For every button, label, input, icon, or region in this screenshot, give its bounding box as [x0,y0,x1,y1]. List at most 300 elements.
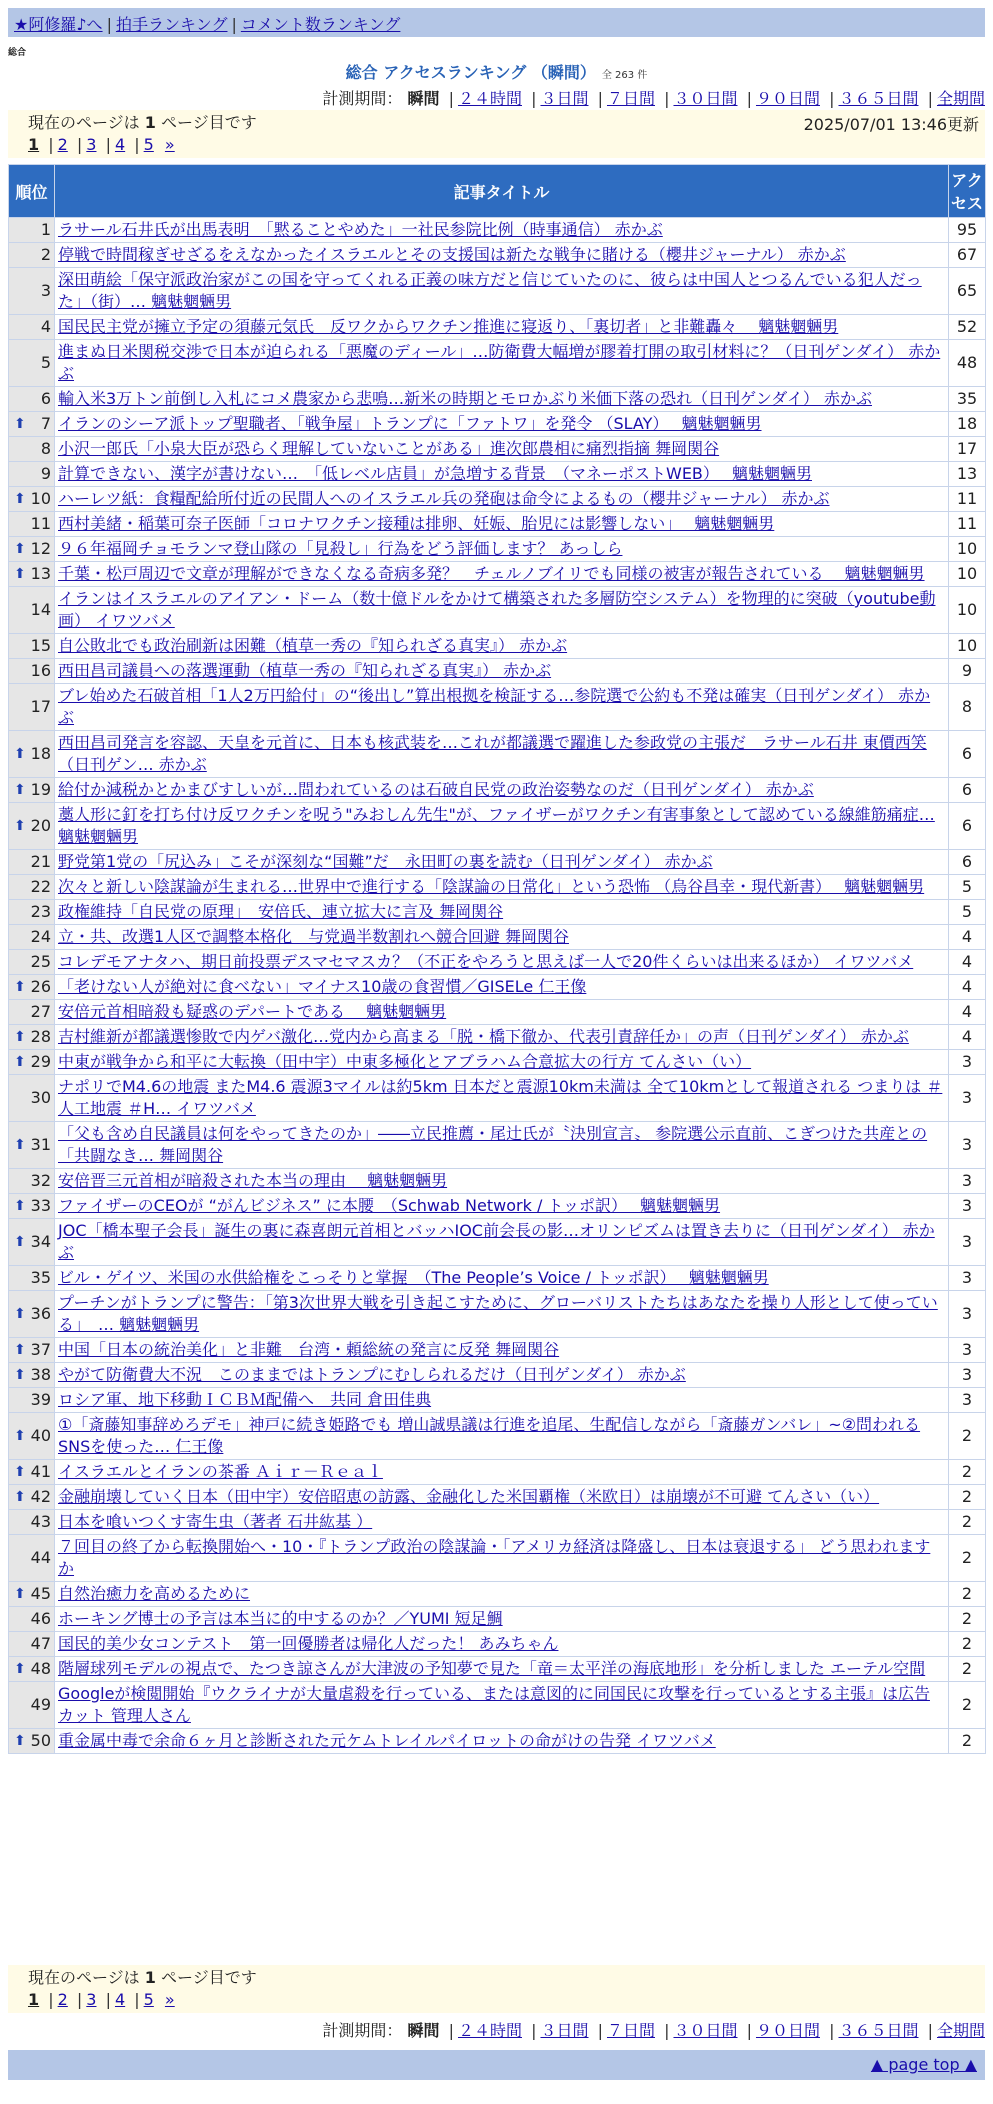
table-row [9,268,986,315]
rank-up-arrow-icon: ⬆ [14,1428,26,1444]
access-count: 3 [949,1338,986,1363]
footer-bar [8,2050,985,2080]
article-title-link[interactable]: イランのシーア派トップ聖職者、「戦争屋」トランプに「ファトワ」を発令 （SLAY） 魑魅魍魎男 [58,414,762,433]
rank-number: 9 [40,464,51,483]
article-title-link[interactable]: 中東が戦争から和平に大転換（田中宇）中東多極化とアブラハム合意拡大の行方 てんさい（い） [58,1052,752,1071]
article-title-link[interactable]: ビル・ゲイツ、米国の水供給権をこっそりと掌握 （The People’s Voice / トッポ訳） 魑魅魍魎男 [58,1268,769,1287]
rank-cell [9,875,55,900]
article-title-link[interactable]: 自然治癒力を高めるために [58,1584,251,1603]
rank-cell [9,1657,55,1682]
title-cell [55,1413,949,1460]
rank-number: 13 [30,564,51,583]
title-cell [55,1510,949,1535]
article-title-link[interactable]: ホーキング博士の予言は本当に的中するのか？／YUMI 短足鯛 [58,1609,503,1628]
rank-number: 3 [40,281,51,300]
page-link-5[interactable]: 5 [143,1990,154,2009]
rank-cell [9,1460,55,1485]
rank-number: 25 [30,952,51,971]
article-title-link[interactable]: 計算できない、漢字が書けない… 「低レベル店員」が急増する背景 （マネーポストWEB） 魑魅魍魎男 [58,464,812,483]
period-link-24h[interactable]: ２４時間 [457,89,522,108]
table-row [9,1413,986,1460]
rank-cell [9,1266,55,1291]
page-link-3[interactable]: 3 [86,135,97,154]
period-selector-bottom: 計測期間： 瞬間 | ２４時間 | ３日間 | ７日間 | ３０日間 | ９０日間 | ３６５日間 | 全期間 [322,2021,985,2040]
article-title-link[interactable]: 野党第1党の「尻込み」こそが深刻な“国難”だ 永田町の裏を読む（日刊ゲンダイ） 赤かぶ [58,852,713,871]
rank-number: 42 [30,1487,51,1506]
rank-cell [9,1363,55,1388]
page-link-2[interactable]: 2 [57,135,68,154]
rank-up-arrow-icon: ⬆ [14,1464,26,1480]
rank-number: 49 [30,1695,51,1714]
access-count: 3 [949,1291,986,1338]
table-row [9,1657,986,1682]
updated-timestamp: 2025/07/01 13:46更新 [803,115,979,134]
rank-cell [9,315,55,340]
rank-number: 35 [30,1268,51,1287]
table-row [9,634,986,659]
access-count: 3 [949,1122,986,1169]
access-count: 5 [949,875,986,900]
title-cell [55,975,949,1000]
rank-cell [9,587,55,634]
title-cell [55,1075,949,1122]
access-count: 52 [949,315,986,340]
access-count: 6 [949,850,986,875]
title-cell [55,587,949,634]
rank-cell [9,340,55,387]
table-row [9,778,986,803]
rank-number: 33 [30,1196,51,1215]
table-row [9,1729,986,1754]
article-title-link[interactable]: 安倍元首相暗殺も疑惑のデパートである 魑魅魍魎男 [58,1002,447,1021]
rank-cell [9,1729,55,1754]
rank-up-arrow-icon: ⬆ [14,1198,26,1214]
page-link-4[interactable]: 4 [114,135,126,154]
table-row [9,875,986,900]
article-title-link[interactable]: 小沢一郎氏「小泉大臣が恐らく理解していないことがある」進次郎農相に痛烈指摘 舞岡関谷 [58,439,720,458]
rank-cell [9,387,55,412]
rank-cell [9,1000,55,1025]
period-link-90d[interactable]: ９０日間 [755,2021,820,2040]
title-cell [55,387,949,412]
rank-up-arrow-icon: ⬆ [14,1586,26,1602]
rank-number: 36 [30,1304,51,1323]
rank-number: 14 [30,600,51,619]
rank-number: 19 [30,780,51,799]
rank-number: 29 [30,1052,51,1071]
page-link-5[interactable]: 5 [143,135,154,154]
table-row [9,537,986,562]
rank-cell [9,634,55,659]
access-count: 10 [949,562,986,587]
rank-cell [9,850,55,875]
article-title-link[interactable]: 立・共、改選1人区で調整本格化 与党過半数割れへ競合回避 舞岡関谷 [58,927,569,946]
table-row [9,340,986,387]
article-title-link[interactable]: やがて防衛費大不況 このままではトランプにむしられるだけ（日刊ゲンダイ） 赤かぶ [58,1365,686,1384]
title-cell [55,1582,949,1607]
rank-up-arrow-icon: ⬆ [14,566,26,582]
period-link-90d[interactable]: ９０日間 [755,89,820,108]
article-title-link[interactable]: 吉村維新が都議選惨敗で内ゲバ激化…党内から高まる「脱・橋下徹か、代表引責辞任か」の声（日刊ゲンダイ） 赤かぶ [58,1027,909,1046]
article-title-link[interactable]: イスラエルとイランの茶番 Ａｉｒ－Ｒｅａｌ [58,1462,383,1481]
article-title-link[interactable]: 千葉・松戸周辺で文章が理解ができなくなる奇病多発？ チェルノブイリでも同様の被害が報告されている 魑魅魍魎男 [58,564,925,583]
title-cell [55,1363,949,1388]
table-row [9,1632,986,1657]
article-title-link[interactable]: ファイザーのCEOが “がんビジネス” に本腰 （Schwab Network / トッポ訳） 魑魅魍魎男 [58,1196,721,1215]
access-count: 10 [949,634,986,659]
title-cell [55,1000,949,1025]
access-count: 2 [949,1632,986,1657]
rank-cell [9,1582,55,1607]
access-count: 4 [949,950,986,975]
rank-cell [9,1413,55,1460]
title-cell [55,1291,949,1338]
article-title-link[interactable]: プーチンがトランプに警告：「第3次世界大戦を引き起こすために、グローバリストたちはあなたを操り人形として使っている」 … 魑魅魍魎男 [58,1293,938,1334]
title-cell [55,340,949,387]
title-cell [55,1607,949,1632]
table-row [9,462,986,487]
title-cell [55,1338,949,1363]
rank-cell [9,950,55,975]
access-count: 11 [949,487,986,512]
rank-cell [9,1535,55,1582]
title-cell [55,462,949,487]
page-title-text: 総合 アクセスランキング （瞬間） [345,63,596,82]
rank-cell [9,1510,55,1535]
table-row [9,1291,986,1338]
table-row [9,1535,986,1582]
article-title-link[interactable]: 次々と新しい陰謀論が生まれる…世界中で進行する「陰謀論の日常化」という恐怖 （烏谷昌幸・現代新書） 魑魅魍魎男 [58,877,925,896]
article-title-link[interactable]: 西田昌司発言を容認、天皇を元首に、日本も核武装を…これが都議選で躍進した参政党の主張だ ラサール石井 東價西笑（日刊ゲン… 赤かぶ [58,733,927,774]
rank-up-arrow-icon: ⬆ [14,746,26,762]
access-count: 35 [949,387,986,412]
rank-cell [9,562,55,587]
rank-number: 8 [40,439,51,458]
rank-number: 11 [30,514,51,533]
access-count: 2 [949,1535,986,1582]
access-count: 3 [949,1388,986,1413]
article-title-link[interactable]: 藁人形に釘を打ち付け反ワクチンを呪う"みおしん先生"が、ファイザーがワクチン有害事象として認めている線維筋痛症… 魑魅魍魎男 [58,805,935,846]
table-row [9,1050,986,1075]
title-cell [55,900,949,925]
table-row [9,950,986,975]
title-cell [55,412,949,437]
rank-number: 10 [30,489,51,508]
access-count: 5 [949,900,986,925]
table-row [9,900,986,925]
access-count: 2 [949,1607,986,1632]
page-next-link[interactable]: » [164,135,175,154]
title-cell [55,1460,949,1485]
rank-cell [9,731,55,778]
rank-up-arrow-icon: ⬆ [14,491,26,507]
title-cell [55,1050,949,1075]
table-row [9,1388,986,1413]
rank-number: 50 [30,1731,51,1750]
access-count: 8 [949,684,986,731]
table-row [9,1194,986,1219]
page-link-2[interactable]: 2 [57,1990,68,2009]
nav-link-asyura[interactable]: ★阿修羅♪へ [14,15,103,34]
rank-up-arrow-icon: ⬆ [14,1234,26,1250]
title-cell [55,315,949,340]
rank-up-arrow-icon: ⬆ [14,1029,26,1045]
rank-number: 1 [40,220,51,239]
nav-link-clap-ranking[interactable]: 拍手ランキング [115,15,228,34]
rank-cell [9,1632,55,1657]
access-count: 48 [949,340,986,387]
title-cell [55,1169,949,1194]
table-row [9,975,986,1000]
rank-up-arrow-icon: ⬆ [14,1733,26,1749]
period-link-365d[interactable]: ３６５日間 [838,89,919,108]
title-cell [55,1219,949,1266]
header-access: アクセス [949,165,986,218]
period-link-30d[interactable]: ３０日間 [673,89,738,108]
period-link-7d[interactable]: ７日間 [606,2021,655,2040]
page-next-link[interactable]: » [164,1990,175,2009]
period-link-24h[interactable]: ２４時間 [457,2021,522,2040]
rank-cell [9,1338,55,1363]
article-title-link[interactable]: 国民的美少女コンテスト 第一回優勝者は帰化人だった！ あみちゃん [58,1634,559,1653]
table-row [9,587,986,634]
rank-cell [9,1025,55,1050]
table-row [9,412,986,437]
rank-cell [9,684,55,731]
rank-cell [9,512,55,537]
rank-cell [9,659,55,684]
rank-number: 40 [30,1426,51,1445]
title-cell [55,778,949,803]
article-title-link[interactable]: ナポリでM4.6の地震 またM4.6 震源3マイルは約5km 日本だと震源10km未満は 全て10kmとして報道される つまりは ＃人工地震 ＃H… イワツバメ [58,1077,943,1118]
page-top-link[interactable]: ▲ page top ▲ [870,2055,977,2074]
page-link-1: 1 [28,1990,40,2009]
table-row [9,850,986,875]
access-count: 2 [949,1460,986,1485]
rank-cell [9,218,55,243]
rank-number: 2 [40,245,51,264]
article-title-link[interactable]: ブレ始めた石破首相「1人2万円給付」の“後出し”算出根拠を検証する…参院選で公約も不発は確実（日刊ゲンダイ） 赤かぶ [58,686,931,727]
rank-up-arrow-icon: ⬆ [14,1306,26,1322]
access-count: 13 [949,462,986,487]
table-row [9,1075,986,1122]
rank-cell [9,975,55,1000]
article-title-link[interactable]: ①「斎藤知事辞めろデモ」神戸に続き姫路でも 増山誠県議は行進を追尾、生配信しながら「斎藤ガンバレ」~②問われるSNSを使った… 仁王像 [58,1415,921,1456]
title-cell [55,1632,949,1657]
rank-up-arrow-icon: ⬆ [14,979,26,995]
period-link-365d[interactable]: ３６５日間 [838,2021,919,2040]
access-count: 2 [949,1682,986,1729]
table-row [9,1460,986,1485]
period-link-3d[interactable]: ３日間 [540,2021,589,2040]
rank-number: 38 [30,1365,51,1384]
rank-cell [9,1194,55,1219]
page-links-bottom: 1 | 2 | 3 | 4 | 5 » [28,1990,175,2009]
current-page-info: 現在のページは 1 ページ目です [28,113,257,132]
article-title-link[interactable]: ９６年福岡チョモランマ登山隊の「見殺し」行為をどう評価します？ あっしら [58,539,623,558]
rank-cell [9,437,55,462]
access-count: 4 [949,975,986,1000]
rank-up-arrow-icon: ⬆ [14,818,26,834]
article-title-link[interactable]: 停戦で時間稼ぎせざるをえなかったイスラエルとその支援国は新たな戦争に賭ける（櫻井ジャーナル） 赤かぶ [58,245,846,264]
title-cell [55,1194,949,1219]
nav-link-comment-ranking[interactable]: コメント数ランキング [240,15,401,34]
rank-number: 4 [40,317,51,336]
table-row [9,1219,986,1266]
period-link-all[interactable]: 全期間 [936,89,985,108]
title-cell [55,684,949,731]
access-count: 6 [949,778,986,803]
rank-number: 12 [30,539,51,558]
rank-up-arrow-icon: ⬆ [14,1137,26,1153]
table-row [9,1000,986,1025]
rank-up-arrow-icon: ⬆ [14,1054,26,1070]
access-count: 4 [949,1000,986,1025]
table-row [9,315,986,340]
rank-up-arrow-icon: ⬆ [14,1342,26,1358]
article-title-link[interactable]: 重金属中毒で余命６ヶ月と診断された元ケムトレイルパイロットの命がけの告発 イワツバメ [58,1731,716,1750]
rank-number: 17 [30,697,51,716]
access-count: 95 [949,218,986,243]
rank-cell [9,1075,55,1122]
period-link-3d[interactable]: ３日間 [540,89,589,108]
section-label: 総合 [8,48,27,58]
access-count: 4 [949,925,986,950]
table-row [9,684,986,731]
table-row [9,1510,986,1535]
page-link-4[interactable]: 4 [114,1990,126,2009]
page-link-1: 1 [28,135,40,154]
access-count: 3 [949,1194,986,1219]
table-row [9,562,986,587]
rank-number: 23 [30,902,51,921]
rank-cell [9,1169,55,1194]
article-title-link[interactable]: 中国「日本の統治美化」と非難 台湾・頼総統の発言に反発 舞岡関谷 [58,1340,560,1359]
article-title-link[interactable]: 輸入米3万トン前倒し入札にコメ農家から悲鳴…新米の時期とモロかぶり米価下落の恐れ（日刊ゲンダイ） 赤かぶ [58,389,872,408]
title-cell [55,243,949,268]
article-title-link[interactable]: ラサール石井氏が出馬表明 「黙ることやめた」一社民参院比例（時事通信） 赤かぶ [58,220,663,239]
rank-cell [9,900,55,925]
title-cell [55,803,949,850]
access-count: 2 [949,1657,986,1682]
title-cell [55,1122,949,1169]
total-count: 全 263 件 [601,70,648,81]
table-row [9,731,986,778]
rank-number: 7 [40,414,51,433]
rank-number: 6 [40,389,51,408]
rank-number: 5 [40,353,51,372]
period-link-7d[interactable]: ７日間 [606,89,655,108]
article-title-link[interactable]: 階層球列モデルの視点で、たつき諒さんが大津波の予知夢で見た「竜＝太平洋の海底地形」を分析しました エーテル空間 [58,1659,926,1678]
access-count: 2 [949,1582,986,1607]
rank-cell [9,1050,55,1075]
access-count: 3 [949,1169,986,1194]
rank-cell [9,1682,55,1729]
rank-cell [9,778,55,803]
pager-bottom [8,1965,985,2013]
ranking-table [8,164,986,1754]
article-title-link[interactable]: 進まぬ日米関税交渉で日本が迫られる「悪魔のディール」…防衛費大幅増が膠着打開の取引材料に？（日刊ゲンダイ） 赤かぶ [58,342,941,383]
rank-number: 30 [30,1088,51,1107]
article-title-link[interactable]: 日本を喰いつくす寄生虫（著者 石井紘基 ） [58,1512,373,1531]
access-count: 9 [949,659,986,684]
period-link-all[interactable]: 全期間 [936,2021,985,2040]
top-nav-bar [8,8,985,37]
table-row [9,1607,986,1632]
table-row [9,1582,986,1607]
article-title-link[interactable]: 政権維持「自民党の原理」 安倍氏、連立拡大に言及 舞岡関谷 [58,902,504,921]
period-current: 瞬間 [407,89,440,108]
access-count: 10 [949,537,986,562]
article-title-link[interactable]: イランはイスラエルのアイアン・ドーム（数十億ドルをかけて構築された多層防空システム）を物理的に突破（youtube動画） イワツバメ [58,589,936,630]
article-title-link[interactable]: 国民民主党が擁立予定の須藤元気氏 反ワクからワクチン推進に寝返り、「裏切者」と非難轟々 魑魅魍魎男 [58,317,839,336]
article-title-link[interactable]: 自公敗北でも政治刷新は困難（植草一秀の『知られざる真実』） 赤かぶ [58,636,568,655]
header-title: 記事タイトル [55,165,949,218]
article-title-link[interactable]: 西村美緒・稲葉可奈子医師「コロナワクチン接種は排卵、妊娠、胎児には影響しない」 魑魅魍魎男 [58,514,775,533]
rank-number: 28 [30,1027,51,1046]
rank-number: 15 [30,636,51,655]
access-count: 6 [949,803,986,850]
table-row [9,437,986,462]
article-title-link[interactable]: 深田萌絵「保守派政治家がこの国を守ってくれる正義の味方だと信じていたのに、彼らは中国人とつるんでいる犯人だった」（街）… 魑魅魍魎男 [58,270,922,311]
access-count: 18 [949,412,986,437]
title-cell [55,850,949,875]
title-cell [55,268,949,315]
title-cell [55,634,949,659]
article-title-link[interactable]: Googleが検閲開始『ウクライナが大量虐殺を行っている、または意図的に同国民に攻撃を行っているとする主張』は広告カット 管理人さん [58,1684,930,1725]
rank-cell [9,462,55,487]
period-current: 瞬間 [407,2021,440,2040]
ranking-body [9,218,986,1754]
article-title-link[interactable]: 給付か減税かとかまびすしいが…問われているのは石破自民党の政治姿勢なのだ（日刊ゲンダイ） 赤かぶ [58,780,814,799]
access-count: 3 [949,1075,986,1122]
page-link-3[interactable]: 3 [86,1990,97,2009]
article-title-link[interactable]: 「父も含め自民議員は何をやってきたのか」――立民推薦・尾辻氏が〝決別宣言〟 参院選公示直前、こぎつけた共産との「共闘なき… 舞岡関谷 [58,1124,928,1165]
rank-cell [9,1291,55,1338]
table-row [9,243,986,268]
article-title-link[interactable]: 「老けない人が絶対に食べない」マイナス10歳の食習慣／GISELe 仁王像 [58,977,587,996]
title-cell [55,512,949,537]
article-title-link[interactable]: ロシア軍、地下移動ＩＣＢＭ配備へ 共同 倉田佳典 [58,1390,432,1409]
article-title-link[interactable]: ７回目の終了から転換開始へ・10・『トランプ政治の陰謀論・「アメリカ経済は降盛し、日本は衰退する」 どう思われますか [58,1537,931,1578]
period-link-30d[interactable]: ３０日間 [673,2021,738,2040]
table-row [9,1363,986,1388]
rank-number: 26 [30,977,51,996]
rank-number: 32 [30,1171,51,1190]
rank-cell [9,1122,55,1169]
separator: | [231,15,237,34]
article-title-link[interactable]: JOC「橋本聖子会長」誕生の裏に森喜朗元首相とバッハIOC前会長の影…オリンピズムは置き去りに（日刊ゲンダイ） 赤かぶ [58,1221,935,1262]
article-title-link[interactable]: 西田昌司議員への落選運動（植草一秀の『知られざる真実』） 赤かぶ [58,661,552,680]
rank-up-arrow-icon: ⬆ [14,1661,26,1677]
table-row [9,803,986,850]
rank-number: 34 [30,1232,51,1251]
rank-number: 39 [30,1390,51,1409]
rank-cell [9,803,55,850]
rank-number: 44 [30,1548,51,1567]
access-count: 17 [949,437,986,462]
article-title-link[interactable]: ハーレツ紙：食糧配給所付近の民間人へのイスラエル兵の発砲は命令によるもの（櫻井ジャーナル） 赤かぶ [58,489,830,508]
table-row [9,1266,986,1291]
page-title [0,60,993,83]
table-row [9,1485,986,1510]
article-title-link[interactable]: 金融崩壊していく日本（田中宇）安倍昭恵の訪露、金融化した米国覇権（米欧日）は崩壊が不可避 てんさい（い） [58,1487,880,1506]
article-title-link[interactable]: コレデモアナタハ、期日前投票デスマセマスカ？（不正をやろうと思えば一人で20件くらいは出来るほか） イワツバメ [58,952,914,971]
access-count: 2 [949,1485,986,1510]
rank-number: 41 [30,1462,51,1481]
rank-cell [9,1388,55,1413]
article-title-link[interactable]: 安倍晋三元首相が暗殺された本当の理由 魑魅魍魎男 [58,1171,448,1190]
